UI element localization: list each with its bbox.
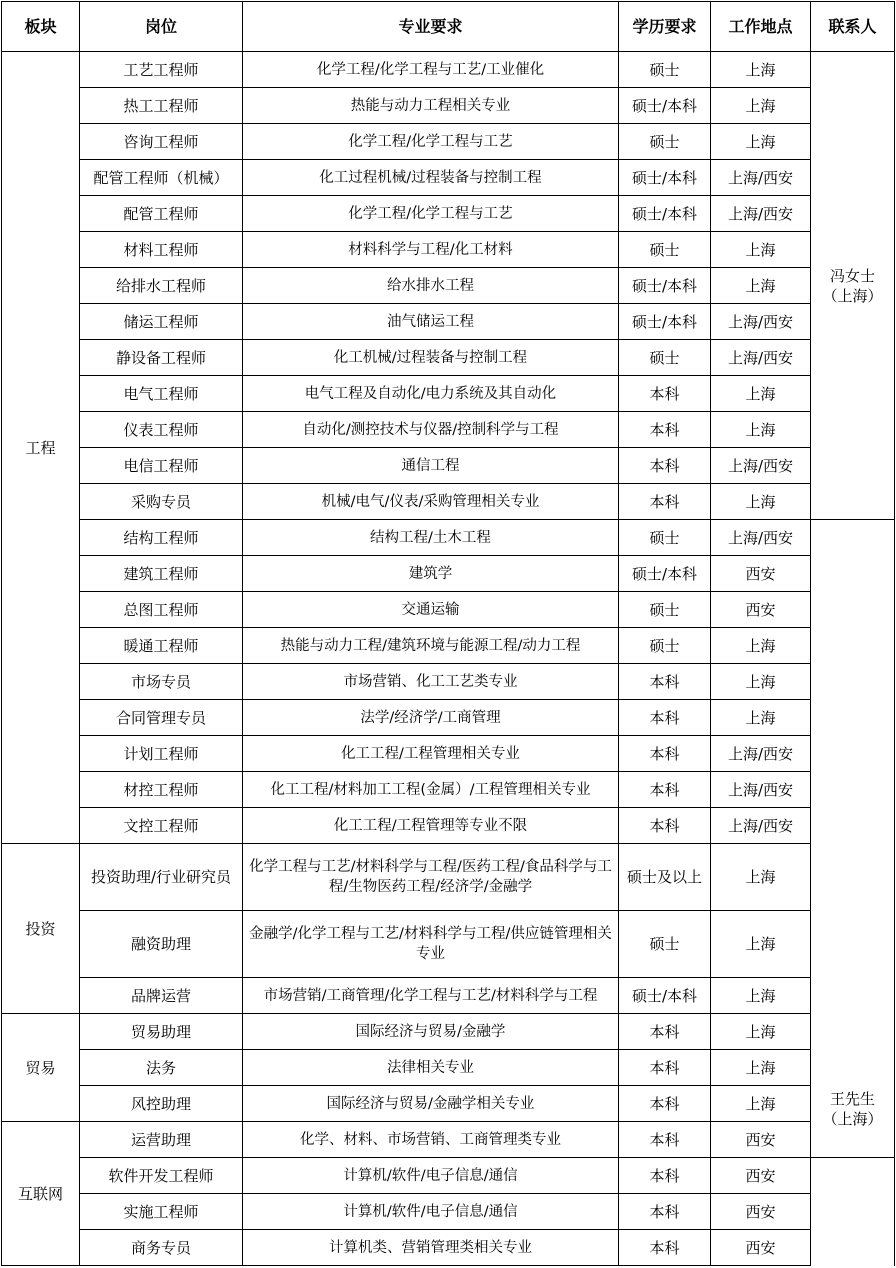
education-cell: 本科: [619, 700, 711, 736]
education-cell: 本科: [619, 1194, 711, 1230]
major-cell: 国际经济与贸易/金融学相关专业: [243, 1086, 619, 1122]
location-cell: 上海: [711, 978, 811, 1014]
location-cell: 西安: [711, 556, 811, 592]
location-cell: 上海: [711, 412, 811, 448]
education-cell: 硕士/本科: [619, 196, 711, 232]
header-major: 专业要求: [243, 2, 619, 52]
location-cell: 上海/西安: [711, 160, 811, 196]
position-cell: 市场专员: [80, 664, 243, 700]
location-cell: 上海: [711, 52, 811, 88]
education-cell: 硕士/本科: [619, 268, 711, 304]
table-row: [2, 911, 895, 978]
position-cell: 软件开发工程师: [80, 1158, 243, 1194]
location-cell: 西安: [711, 1194, 811, 1230]
education-cell: 本科: [619, 1158, 711, 1194]
education-cell: 本科: [619, 1086, 711, 1122]
table-row: [2, 52, 895, 88]
table-row: [2, 978, 895, 1014]
education-cell: 本科: [619, 772, 711, 808]
table-row: [2, 736, 895, 772]
major-cell: 化工工程/材料加工工程(金属）/工程管理相关专业: [243, 772, 619, 808]
table-row: [2, 232, 895, 268]
major-cell: 化学工程/化学工程与工艺/工业催化: [243, 52, 619, 88]
table-row: [2, 124, 895, 160]
major-cell: 热能与动力工程/建筑环境与能源工程/动力工程: [243, 628, 619, 664]
table-row: [2, 1014, 895, 1050]
table-row: [2, 520, 895, 556]
major-cell: 建筑学: [243, 556, 619, 592]
contact-cell: [811, 52, 895, 520]
sector-cell: 投资: [2, 844, 80, 1014]
position-cell: 电信工程师: [80, 448, 243, 484]
header-education: 学历要求: [619, 2, 711, 52]
major-cell: 国际经济与贸易/金融学: [243, 1014, 619, 1050]
location-cell: 上海: [711, 911, 811, 978]
table-row: [2, 592, 895, 628]
major-cell: 计算机类、营销管理类相关专业: [243, 1230, 619, 1266]
education-cell: 本科: [619, 376, 711, 412]
location-cell: 上海: [711, 1086, 811, 1122]
major-cell: 法学/经济学/工商管理: [243, 700, 619, 736]
location-cell: 上海/西安: [711, 736, 811, 772]
sector-cell: 贸易: [2, 1014, 80, 1122]
major-cell: 通信工程: [243, 448, 619, 484]
education-cell: 本科: [619, 1122, 711, 1158]
table-row: [2, 160, 895, 196]
location-cell: 上海: [711, 1014, 811, 1050]
position-cell: 给排水工程师: [80, 268, 243, 304]
major-cell: 油气储运工程: [243, 304, 619, 340]
education-cell: 硕士及以上: [619, 844, 711, 911]
major-cell: 自动化/测控技术与仪器/控制科学与工程: [243, 412, 619, 448]
position-cell: 建筑工程师: [80, 556, 243, 592]
education-cell: 硕士: [619, 340, 711, 376]
education-cell: 本科: [619, 1050, 711, 1086]
major-cell: 化学工程/化学工程与工艺: [243, 124, 619, 160]
location-cell: 上海: [711, 700, 811, 736]
education-cell: 硕士: [619, 124, 711, 160]
location-cell: 上海: [711, 232, 811, 268]
position-cell: 融资助理: [80, 911, 243, 978]
location-cell: 西安: [711, 592, 811, 628]
education-cell: 硕士/本科: [619, 304, 711, 340]
table-row: [2, 448, 895, 484]
major-cell: 化学工程与工艺/材料科学与工程/医药工程/食品科学与工程/生物医药工程/经济学/金融学: [243, 844, 619, 911]
education-cell: 本科: [619, 448, 711, 484]
header-position: 岗位: [80, 2, 243, 52]
table-row: [2, 412, 895, 448]
position-cell: 配管工程师: [80, 196, 243, 232]
position-cell: 运营助理: [80, 1122, 243, 1158]
table-row: [2, 268, 895, 304]
sector-cell: 互联网: [2, 1122, 80, 1266]
position-cell: 咨询工程师: [80, 124, 243, 160]
major-cell: 材料科学与工程/化工材料: [243, 232, 619, 268]
location-cell: 上海: [711, 88, 811, 124]
location-cell: 上海: [711, 124, 811, 160]
position-cell: 仪表工程师: [80, 412, 243, 448]
major-cell: 法律相关专业: [243, 1050, 619, 1086]
major-cell: 化学工程/化学工程与工艺: [243, 196, 619, 232]
major-cell: 交通运输: [243, 592, 619, 628]
position-cell: 暖通工程师: [80, 628, 243, 664]
position-cell: 材控工程师: [80, 772, 243, 808]
location-cell: 上海/西安: [711, 520, 811, 556]
education-cell: 硕士: [619, 628, 711, 664]
major-cell: 市场营销、化工工艺类专业: [243, 664, 619, 700]
location-cell: 上海: [711, 664, 811, 700]
table-row: [2, 484, 895, 520]
table-row: [2, 1086, 895, 1122]
major-cell: 结构工程/土木工程: [243, 520, 619, 556]
contact-city: （上海）: [822, 1109, 883, 1128]
contact-name: 王先生: [829, 1089, 875, 1108]
table-row: [2, 88, 895, 124]
location-cell: 西安: [711, 1158, 811, 1194]
position-cell: 计划工程师: [80, 736, 243, 772]
major-cell: 电气工程及自动化/电力系统及其自动化: [243, 376, 619, 412]
position-cell: 静设备工程师: [80, 340, 243, 376]
table-row: [2, 664, 895, 700]
major-cell: 机械/电气/仪表/采购管理相关专业: [243, 484, 619, 520]
major-cell: 计算机/软件/电子信息/通信: [243, 1158, 619, 1194]
header-row: [2, 2, 895, 52]
table-row: [2, 196, 895, 232]
position-cell: 风控助理: [80, 1086, 243, 1122]
education-cell: 硕士: [619, 520, 711, 556]
location-cell: 上海/西安: [711, 340, 811, 376]
education-cell: 硕士: [619, 52, 711, 88]
location-cell: 上海/西安: [711, 304, 811, 340]
table-row: [2, 340, 895, 376]
position-cell: 热工工程师: [80, 88, 243, 124]
sector-cell: 工程: [2, 52, 80, 844]
position-cell: 贸易助理: [80, 1014, 243, 1050]
table-row: [2, 1050, 895, 1086]
location-cell: 上海/西安: [711, 448, 811, 484]
table-row: [2, 376, 895, 412]
table-row: [2, 304, 895, 340]
location-cell: 上海: [711, 484, 811, 520]
position-cell: 配管工程师（机械）: [80, 160, 243, 196]
location-cell: 西安: [711, 1230, 811, 1266]
table-row: [2, 1230, 895, 1266]
table-row: [2, 556, 895, 592]
table-row: [2, 1158, 895, 1194]
location-cell: 上海/西安: [711, 772, 811, 808]
location-cell: 上海: [711, 268, 811, 304]
location-cell: 上海: [711, 844, 811, 911]
table-row: [2, 844, 895, 911]
major-cell: 化工工程/工程管理等专业不限: [243, 808, 619, 844]
education-cell: 硕士/本科: [619, 88, 711, 124]
major-cell: 化工工程/工程管理相关专业: [243, 736, 619, 772]
major-cell: 化工过程机械/过程装备与控制工程: [243, 160, 619, 196]
major-cell: 化工机械/过程装备与控制工程: [243, 340, 619, 376]
major-cell: 市场营销/工商管理/化学工程与工艺/材料科学与工程: [243, 978, 619, 1014]
education-cell: 本科: [619, 664, 711, 700]
position-cell: 总图工程师: [80, 592, 243, 628]
location-cell: 上海: [711, 376, 811, 412]
position-cell: 实施工程师: [80, 1194, 243, 1230]
position-cell: 商务专员: [80, 1230, 243, 1266]
education-cell: 本科: [619, 484, 711, 520]
education-cell: 硕士/本科: [619, 160, 711, 196]
education-cell: 硕士: [619, 232, 711, 268]
header-contact: 联系人: [811, 2, 895, 52]
position-cell: 结构工程师: [80, 520, 243, 556]
position-cell: 投资助理/行业研究员: [80, 844, 243, 911]
position-cell: 电气工程师: [80, 376, 243, 412]
position-cell: 文控工程师: [80, 808, 243, 844]
table-row: [2, 808, 895, 844]
position-cell: 品牌运营: [80, 978, 243, 1014]
position-cell: 储运工程师: [80, 304, 243, 340]
major-cell: 化学、材料、市场营销、工商管理类专业: [243, 1122, 619, 1158]
recruitment-table: [1, 1, 895, 1266]
education-cell: 本科: [619, 808, 711, 844]
position-cell: 采购专员: [80, 484, 243, 520]
position-cell: 工艺工程师: [80, 52, 243, 88]
location-cell: 上海/西安: [711, 196, 811, 232]
education-cell: 硕士/本科: [619, 556, 711, 592]
major-cell: 热能与动力工程相关专业: [243, 88, 619, 124]
contact-cell: [811, 520, 895, 1158]
location-cell: 上海/西安: [711, 808, 811, 844]
position-cell: 合同管理专员: [80, 700, 243, 736]
education-cell: 本科: [619, 736, 711, 772]
major-cell: 给水排水工程: [243, 268, 619, 304]
education-cell: 本科: [619, 412, 711, 448]
table-row: [2, 772, 895, 808]
position-cell: 法务: [80, 1050, 243, 1086]
header-location: 工作地点: [711, 2, 811, 52]
major-cell: 计算机/软件/电子信息/通信: [243, 1194, 619, 1230]
education-cell: 硕士/本科: [619, 978, 711, 1014]
table-row: [2, 1122, 895, 1158]
major-cell: 金融学/化学工程与工艺/材料科学与工程/供应链管理相关专业: [243, 911, 619, 978]
location-cell: 上海: [711, 628, 811, 664]
header-sector: 板块: [2, 2, 80, 52]
contact-name: 冯女士: [829, 266, 875, 285]
contact-city: （上海）: [822, 286, 883, 305]
education-cell: 本科: [619, 1230, 711, 1266]
position-cell: 材料工程师: [80, 232, 243, 268]
table-row: [2, 700, 895, 736]
education-cell: 硕士: [619, 911, 711, 978]
education-cell: 本科: [619, 1014, 711, 1050]
location-cell: 西安: [711, 1122, 811, 1158]
location-cell: 上海: [711, 1050, 811, 1086]
table-row: [2, 1194, 895, 1230]
education-cell: 硕士: [619, 592, 711, 628]
table-row: [2, 628, 895, 664]
